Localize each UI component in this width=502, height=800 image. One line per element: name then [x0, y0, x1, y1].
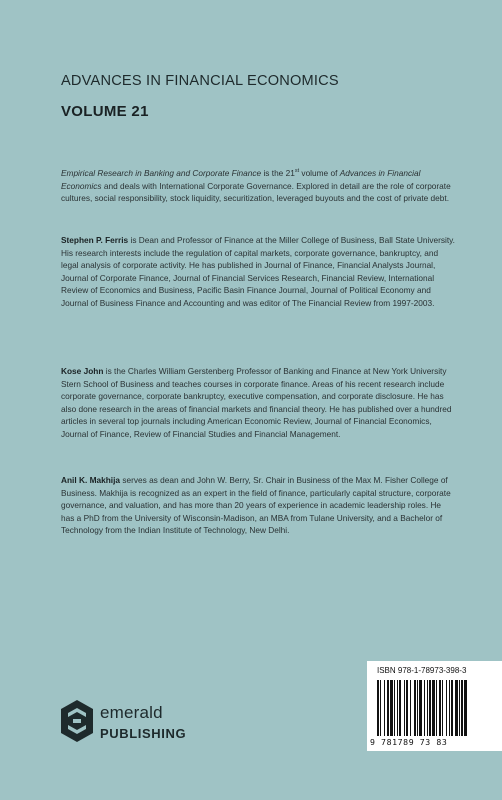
bio-paragraph	[61, 234, 456, 309]
series-title: ADVANCES IN FINANCIAL ECONOMICS	[61, 73, 339, 89]
barcode-digits: 9 781789 73 83	[370, 737, 448, 747]
bio-paragraph	[61, 474, 456, 537]
bio-paragraph	[61, 365, 456, 440]
emerald-e-logo-icon	[60, 699, 94, 743]
publisher-logo	[60, 697, 200, 749]
publisher-name: emerald	[100, 703, 163, 722]
author-name: Anil K. Makhija	[61, 475, 121, 485]
description-block	[61, 167, 456, 213]
description-paragraph: Empirical Research in Banking and Corporate Finance is the 21st volume of Advances in Financial Economics and deals with International Corporate Governance. Explored in detail are the role of corporate cultures, social responsibility, stock liquidity, securitization, leveraged buyouts and the cost of private debt.	[61, 168, 451, 203]
volume-number: VOLUME 21	[61, 103, 149, 120]
book-title: Empirical Research in Banking and Corporate Finance	[61, 168, 262, 178]
publisher-subtitle: PUBLISHING	[100, 726, 187, 741]
bio-text: is the Charles William Gerstenberg Professor of Banking and Finance at New York University Stern School of Business and teaches courses in corporate finance. Areas of his recent research include corporate governance, corporate bankruptcy, executive compensation, and corporate disclosure. He has also done research in the areas of financial markets and financial theory. He has published over a hundred articles in several top journals including American Economic Review, Journal of Financial Economics, Journal of Finance, Review of Financial Studies and Financial Management.	[61, 366, 452, 439]
isbn-label: ISBN 978-1-78973-398-3	[377, 666, 467, 675]
barcode-icon	[377, 680, 495, 736]
bio-block-makhija	[61, 474, 456, 545]
author-name: Kose John	[61, 366, 104, 376]
bio-text: serves as dean and John W. Berry, Sr. Chair in Business of the Max M. Fisher College of Business. Makhija is recognized as an expert in the field of finance, particularly capital structure, corporate governance, and valuation, and has more than 20 years of experience in academic leadership roles. He has a PhD from the University of Wisconsin-Madison, an MBA from Tulane University, and a Bachelor of Technology from the Indian Institute of Technology, New Delhi.	[61, 475, 451, 535]
series-name: Advances in Financial Economics	[61, 168, 421, 191]
isbn-barcode-box	[367, 661, 502, 751]
bio-block-john	[61, 365, 456, 448]
author-name: Stephen P. Ferris	[61, 235, 129, 245]
bio-block-ferris	[61, 234, 456, 317]
bio-text: is Dean and Professor of Finance at the Miller College of Business, Ball State University. His research interests include the regulation of capital markets, corporate governance, bankruptcy, and legal analysis of corporate activity. He has published in Journal of Finance, Financial Analysts Journal, Journal of Corporate Finance, Journal of Financial Services Research, Financial Review, International Review of Economics and Business, Pacific Basin Finance Journal, Journal of Political Economy and Journal of Business Finance and Accounting and was editor of The Financial Review from 1997-2003.	[61, 235, 455, 308]
